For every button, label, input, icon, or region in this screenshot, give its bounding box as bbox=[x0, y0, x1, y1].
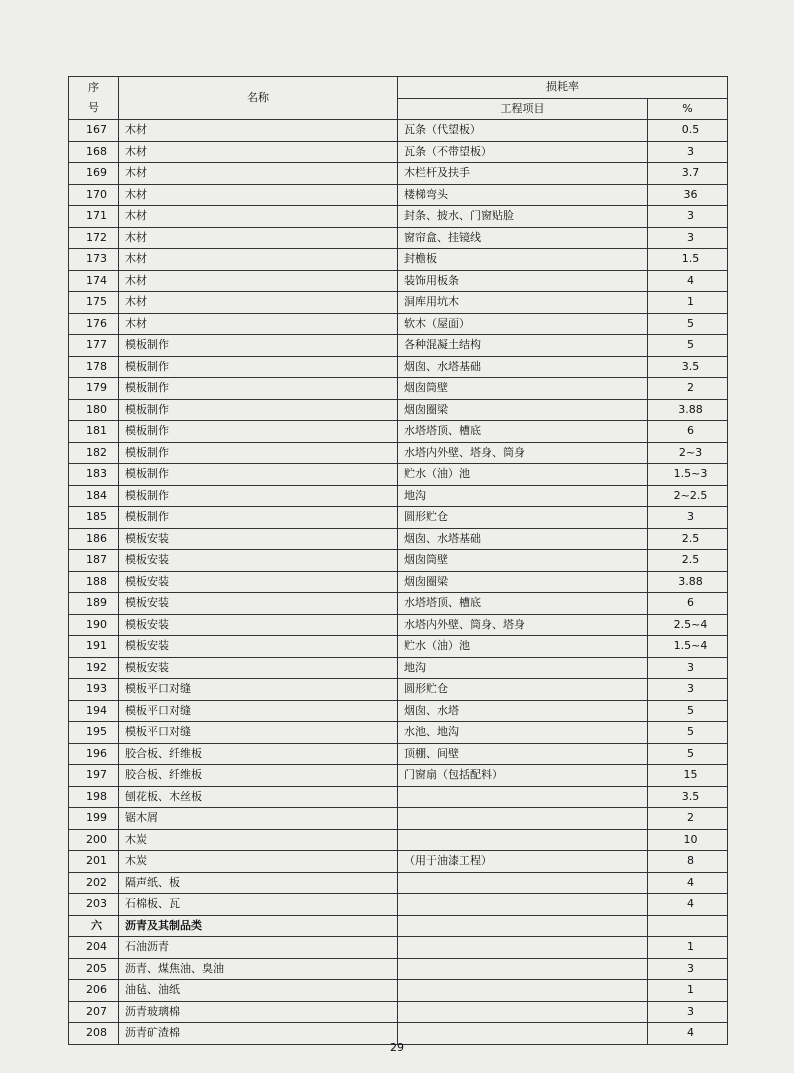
header-seq-top: 序 bbox=[88, 81, 99, 94]
row-name: 模板制作 bbox=[119, 335, 398, 357]
row-project: 封檐板 bbox=[398, 249, 648, 271]
row-number: 168 bbox=[69, 141, 119, 163]
row-number: 197 bbox=[69, 765, 119, 787]
row-percent: 2.5 bbox=[648, 550, 728, 572]
row-number: 187 bbox=[69, 550, 119, 572]
table-row bbox=[69, 356, 728, 378]
row-project: 水塔内外壁、塔身、筒身 bbox=[398, 442, 648, 464]
table-row bbox=[69, 184, 728, 206]
row-number: 176 bbox=[69, 313, 119, 335]
row-number: 199 bbox=[69, 808, 119, 830]
table-row bbox=[69, 141, 728, 163]
row-percent: 2~3 bbox=[648, 442, 728, 464]
row-percent: 2 bbox=[648, 378, 728, 400]
row-name: 模板制作 bbox=[119, 399, 398, 421]
row-name: 木材 bbox=[119, 249, 398, 271]
table-row bbox=[69, 550, 728, 572]
row-percent: 3.5 bbox=[648, 356, 728, 378]
table-row bbox=[69, 442, 728, 464]
row-name: 木材 bbox=[119, 313, 398, 335]
row-name: 模板制作 bbox=[119, 507, 398, 529]
row-name: 沥青玻璃棉 bbox=[119, 1001, 398, 1023]
row-number: 204 bbox=[69, 937, 119, 959]
row-name: 石油沥青 bbox=[119, 937, 398, 959]
row-project: 圆形贮仓 bbox=[398, 679, 648, 701]
table-row bbox=[69, 937, 728, 959]
table-row bbox=[69, 485, 728, 507]
table-row bbox=[69, 1001, 728, 1023]
row-name: 模板安装 bbox=[119, 636, 398, 658]
row-percent: 2.5 bbox=[648, 528, 728, 550]
row-project bbox=[398, 915, 648, 937]
table-row bbox=[69, 894, 728, 916]
row-percent: 1 bbox=[648, 937, 728, 959]
row-name: 模板安装 bbox=[119, 571, 398, 593]
row-percent: 4 bbox=[648, 894, 728, 916]
row-project: 各种混凝土结构 bbox=[398, 335, 648, 357]
row-percent: 10 bbox=[648, 829, 728, 851]
row-percent: 1 bbox=[648, 980, 728, 1002]
table-row bbox=[69, 958, 728, 980]
row-name: 木材 bbox=[119, 292, 398, 314]
row-number: 207 bbox=[69, 1001, 119, 1023]
row-number: 171 bbox=[69, 206, 119, 228]
table-row bbox=[69, 571, 728, 593]
row-percent: 2~2.5 bbox=[648, 485, 728, 507]
row-name: 木材 bbox=[119, 206, 398, 228]
row-project: 瓦条（代望板） bbox=[398, 120, 648, 142]
row-number: 202 bbox=[69, 872, 119, 894]
row-percent: 1.5~4 bbox=[648, 636, 728, 658]
row-name: 刨花板、木丝板 bbox=[119, 786, 398, 808]
row-percent: 1.5~3 bbox=[648, 464, 728, 486]
row-project: 洞库用坑木 bbox=[398, 292, 648, 314]
table-row bbox=[69, 292, 728, 314]
row-number: 206 bbox=[69, 980, 119, 1002]
row-project: 窗帘盒、挂镜线 bbox=[398, 227, 648, 249]
row-project: 水塔内外壁、筒身、塔身 bbox=[398, 614, 648, 636]
row-number: 170 bbox=[69, 184, 119, 206]
table-body bbox=[69, 120, 728, 1045]
row-name: 模板平口对缝 bbox=[119, 700, 398, 722]
row-name: 模板制作 bbox=[119, 356, 398, 378]
row-percent: 2 bbox=[648, 808, 728, 830]
row-percent: 3 bbox=[648, 507, 728, 529]
row-project: 烟囱筒壁 bbox=[398, 550, 648, 572]
row-name: 隔声纸、板 bbox=[119, 872, 398, 894]
header-project: 工程项目 bbox=[398, 98, 648, 120]
row-number: 180 bbox=[69, 399, 119, 421]
table-row bbox=[69, 829, 728, 851]
row-percent: 6 bbox=[648, 593, 728, 615]
row-project: 水池、地沟 bbox=[398, 722, 648, 744]
row-project: 水塔塔顶、槽底 bbox=[398, 593, 648, 615]
row-name: 沥青及其制品类 bbox=[119, 915, 398, 937]
header-name: 名称 bbox=[119, 77, 398, 120]
row-percent: 3 bbox=[648, 679, 728, 701]
row-percent: 4 bbox=[648, 872, 728, 894]
row-project: 贮水（油）池 bbox=[398, 464, 648, 486]
row-name: 模板制作 bbox=[119, 378, 398, 400]
row-percent: 36 bbox=[648, 184, 728, 206]
row-project bbox=[398, 872, 648, 894]
row-name: 模板安装 bbox=[119, 593, 398, 615]
row-project: 烟囱、水塔基础 bbox=[398, 528, 648, 550]
row-number: 184 bbox=[69, 485, 119, 507]
row-number: 183 bbox=[69, 464, 119, 486]
table-row bbox=[69, 851, 728, 873]
page-number: 29 bbox=[390, 1041, 404, 1054]
row-name: 木材 bbox=[119, 141, 398, 163]
row-number: 178 bbox=[69, 356, 119, 378]
row-percent: 5 bbox=[648, 700, 728, 722]
table-row bbox=[69, 722, 728, 744]
row-project: 地沟 bbox=[398, 657, 648, 679]
row-project bbox=[398, 980, 648, 1002]
row-name: 木炭 bbox=[119, 829, 398, 851]
table-row bbox=[69, 270, 728, 292]
row-name: 木材 bbox=[119, 120, 398, 142]
row-project: 木栏杆及扶手 bbox=[398, 163, 648, 185]
table-row bbox=[69, 786, 728, 808]
row-percent: 3.7 bbox=[648, 163, 728, 185]
row-percent: 3 bbox=[648, 1001, 728, 1023]
table-row bbox=[69, 765, 728, 787]
table-row bbox=[69, 593, 728, 615]
row-number: 200 bbox=[69, 829, 119, 851]
row-project bbox=[398, 829, 648, 851]
row-project bbox=[398, 937, 648, 959]
row-name: 木炭 bbox=[119, 851, 398, 873]
header-seq bbox=[69, 77, 119, 120]
row-number: 190 bbox=[69, 614, 119, 636]
table-row bbox=[69, 743, 728, 765]
table-row bbox=[69, 163, 728, 185]
table-row bbox=[69, 249, 728, 271]
table-row bbox=[69, 313, 728, 335]
row-number: 181 bbox=[69, 421, 119, 443]
table-row bbox=[69, 657, 728, 679]
table-row bbox=[69, 980, 728, 1002]
table-row bbox=[69, 528, 728, 550]
row-percent bbox=[648, 915, 728, 937]
row-name: 木材 bbox=[119, 270, 398, 292]
row-percent: 6 bbox=[648, 421, 728, 443]
row-percent: 3.5 bbox=[648, 786, 728, 808]
row-percent: 5 bbox=[648, 313, 728, 335]
row-project: 烟囱圈梁 bbox=[398, 571, 648, 593]
table-row bbox=[69, 206, 728, 228]
row-name: 木材 bbox=[119, 184, 398, 206]
row-percent: 3 bbox=[648, 958, 728, 980]
row-name: 模板安装 bbox=[119, 528, 398, 550]
table-row bbox=[69, 636, 728, 658]
row-percent: 8 bbox=[648, 851, 728, 873]
row-percent: 1.5 bbox=[648, 249, 728, 271]
row-project bbox=[398, 894, 648, 916]
row-name: 木材 bbox=[119, 163, 398, 185]
row-project: 瓦条（不带望板） bbox=[398, 141, 648, 163]
section-row bbox=[69, 915, 728, 937]
row-number: 189 bbox=[69, 593, 119, 615]
header-loss-rate: 损耗率 bbox=[398, 77, 728, 99]
row-number: 205 bbox=[69, 958, 119, 980]
row-number: 173 bbox=[69, 249, 119, 271]
row-percent: 5 bbox=[648, 335, 728, 357]
row-project bbox=[398, 1001, 648, 1023]
row-number: 177 bbox=[69, 335, 119, 357]
row-project bbox=[398, 786, 648, 808]
row-percent: 2.5~4 bbox=[648, 614, 728, 636]
row-percent: 1 bbox=[648, 292, 728, 314]
row-number: 192 bbox=[69, 657, 119, 679]
row-percent: 3 bbox=[648, 206, 728, 228]
row-number: 172 bbox=[69, 227, 119, 249]
table-row bbox=[69, 421, 728, 443]
row-number: 201 bbox=[69, 851, 119, 873]
row-project: 烟囱筒壁 bbox=[398, 378, 648, 400]
row-project: 圆形贮仓 bbox=[398, 507, 648, 529]
row-percent: 0.5 bbox=[648, 120, 728, 142]
row-name: 模板平口对缝 bbox=[119, 679, 398, 701]
row-number: 六 bbox=[69, 915, 119, 937]
row-name: 沥青、煤焦油、臭油 bbox=[119, 958, 398, 980]
row-percent: 3 bbox=[648, 227, 728, 249]
row-number: 193 bbox=[69, 679, 119, 701]
row-name: 模板制作 bbox=[119, 464, 398, 486]
row-project: 烟囱圈梁 bbox=[398, 399, 648, 421]
row-number: 203 bbox=[69, 894, 119, 916]
row-name: 模板制作 bbox=[119, 421, 398, 443]
row-project: 顶棚、间壁 bbox=[398, 743, 648, 765]
table-header bbox=[69, 77, 728, 120]
row-percent: 3 bbox=[648, 657, 728, 679]
row-percent: 4 bbox=[648, 270, 728, 292]
row-name: 木材 bbox=[119, 227, 398, 249]
table-row bbox=[69, 335, 728, 357]
row-project bbox=[398, 958, 648, 980]
row-name: 模板安装 bbox=[119, 657, 398, 679]
row-number: 191 bbox=[69, 636, 119, 658]
row-number: 185 bbox=[69, 507, 119, 529]
row-number: 174 bbox=[69, 270, 119, 292]
row-name: 模板制作 bbox=[119, 485, 398, 507]
row-project: （用于油漆工程） bbox=[398, 851, 648, 873]
loss-rate-table bbox=[68, 76, 728, 1045]
table-row bbox=[69, 679, 728, 701]
row-percent: 4 bbox=[648, 1023, 728, 1045]
row-number: 208 bbox=[69, 1023, 119, 1045]
row-name: 油毡、油纸 bbox=[119, 980, 398, 1002]
row-number: 169 bbox=[69, 163, 119, 185]
row-project bbox=[398, 808, 648, 830]
row-name: 模板安装 bbox=[119, 614, 398, 636]
table-row bbox=[69, 614, 728, 636]
row-name: 胶合板、纤维板 bbox=[119, 743, 398, 765]
row-project: 地沟 bbox=[398, 485, 648, 507]
row-project: 门窗扇（包括配料） bbox=[398, 765, 648, 787]
table-row bbox=[69, 120, 728, 142]
table-row bbox=[69, 378, 728, 400]
table-row bbox=[69, 507, 728, 529]
row-project: 软木（屋面） bbox=[398, 313, 648, 335]
row-percent: 15 bbox=[648, 765, 728, 787]
row-number: 188 bbox=[69, 571, 119, 593]
table-row bbox=[69, 399, 728, 421]
row-name: 石棉板、瓦 bbox=[119, 894, 398, 916]
row-name: 沥青矿渣棉 bbox=[119, 1023, 398, 1045]
row-number: 198 bbox=[69, 786, 119, 808]
row-number: 175 bbox=[69, 292, 119, 314]
table-row bbox=[69, 227, 728, 249]
row-project: 水塔塔顶、槽底 bbox=[398, 421, 648, 443]
row-project: 楼梯弯头 bbox=[398, 184, 648, 206]
row-name: 模板安装 bbox=[119, 550, 398, 572]
row-number: 186 bbox=[69, 528, 119, 550]
row-number: 179 bbox=[69, 378, 119, 400]
row-percent: 3.88 bbox=[648, 399, 728, 421]
row-name: 模板制作 bbox=[119, 442, 398, 464]
row-number: 195 bbox=[69, 722, 119, 744]
row-number: 194 bbox=[69, 700, 119, 722]
header-seq-bottom: 号 bbox=[88, 101, 99, 114]
table-row bbox=[69, 700, 728, 722]
row-name: 胶合板、纤维板 bbox=[119, 765, 398, 787]
row-percent: 5 bbox=[648, 722, 728, 744]
table-row bbox=[69, 808, 728, 830]
table-row bbox=[69, 464, 728, 486]
row-project: 装饰用板条 bbox=[398, 270, 648, 292]
row-project: 封条、披水、门窗贴脸 bbox=[398, 206, 648, 228]
row-name: 锯木屑 bbox=[119, 808, 398, 830]
row-percent: 3 bbox=[648, 141, 728, 163]
row-name: 模板平口对缝 bbox=[119, 722, 398, 744]
row-percent: 3.88 bbox=[648, 571, 728, 593]
row-number: 182 bbox=[69, 442, 119, 464]
row-percent: 5 bbox=[648, 743, 728, 765]
row-project: 烟囱、水塔 bbox=[398, 700, 648, 722]
table-row bbox=[69, 872, 728, 894]
row-project: 烟囱、水塔基础 bbox=[398, 356, 648, 378]
row-number: 196 bbox=[69, 743, 119, 765]
header-percent: % bbox=[648, 98, 728, 120]
row-number: 167 bbox=[69, 120, 119, 142]
row-project: 贮水（油）池 bbox=[398, 636, 648, 658]
